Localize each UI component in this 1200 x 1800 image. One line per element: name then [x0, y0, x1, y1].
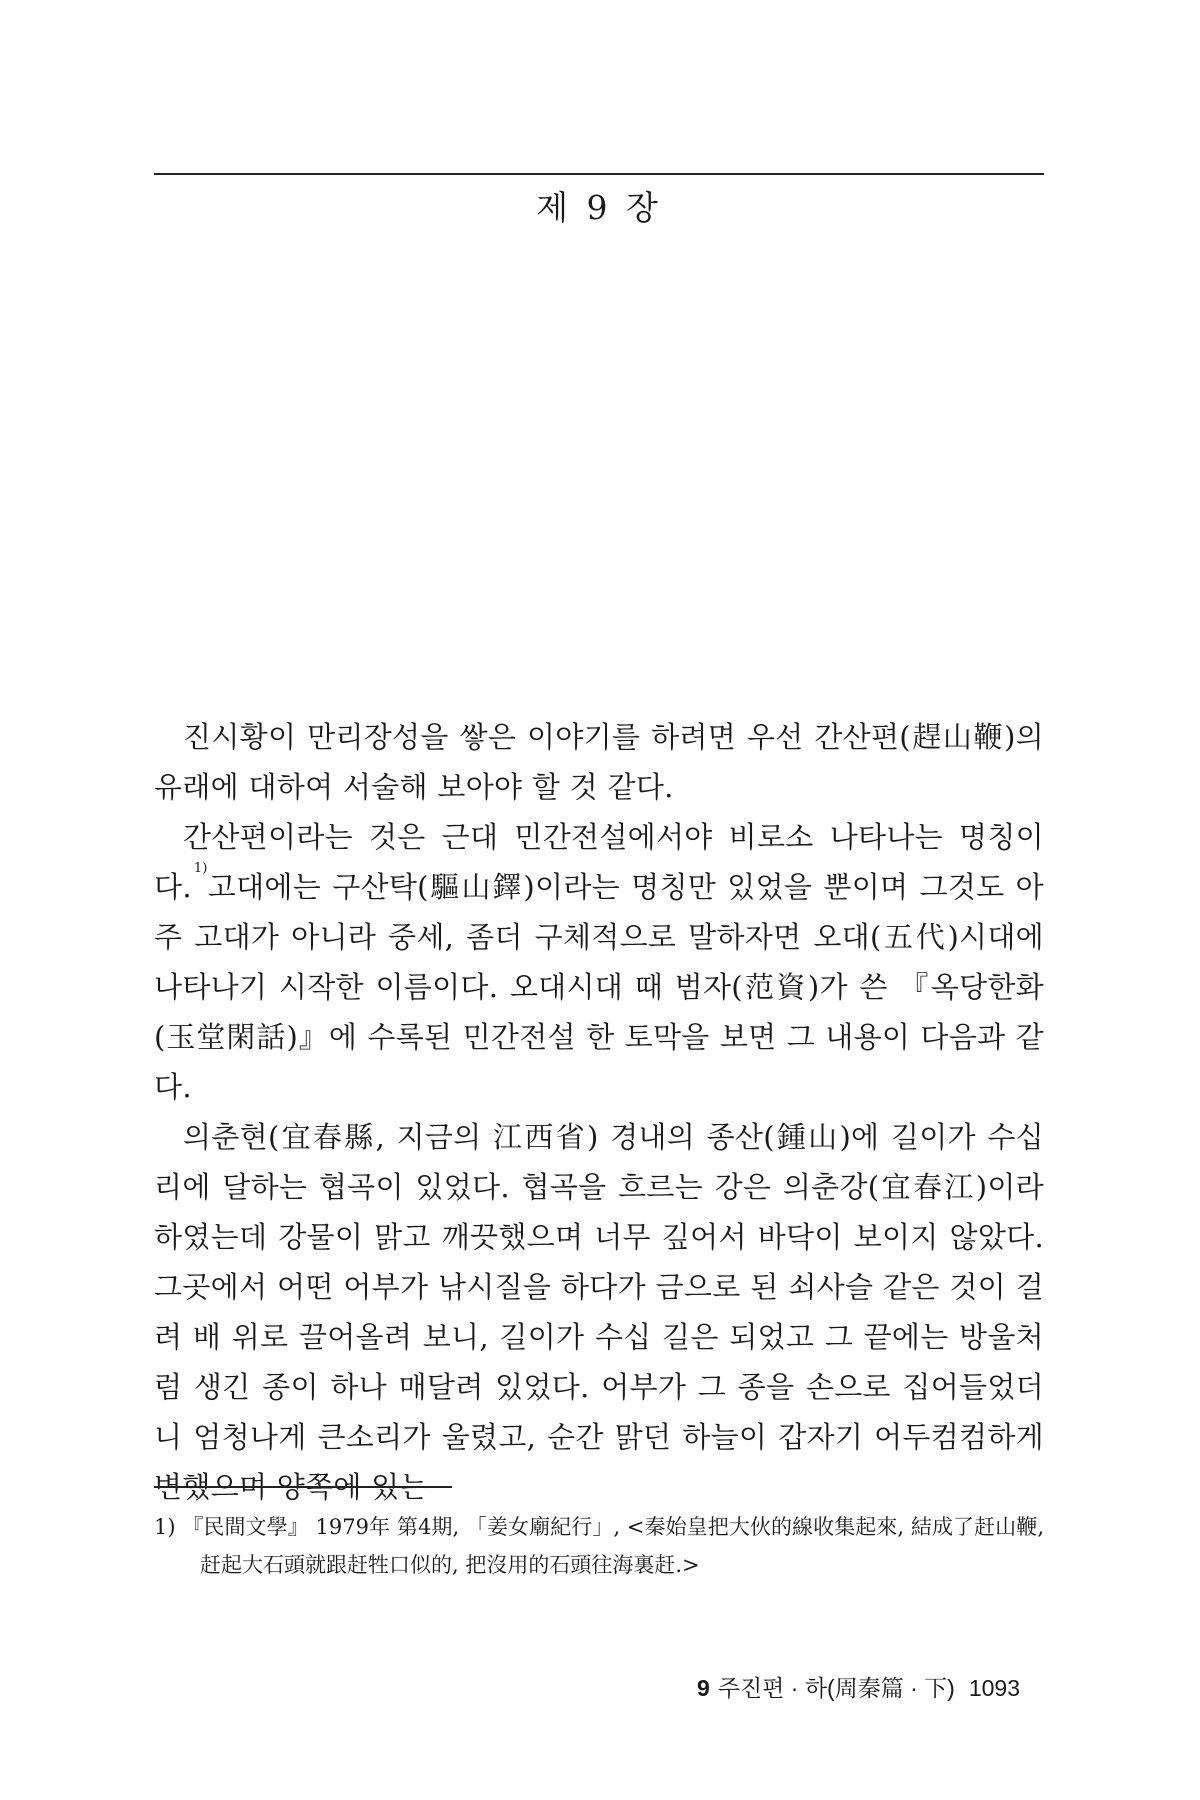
paragraph: 진시황이 만리장성을 쌓은 이야기를 하려면 우선 간산편(趕山鞭)의 유래에 대하여 서술해 보아야 할 것 같다.	[154, 720, 1044, 804]
footnote-reference[interactable]: 1)	[193, 861, 208, 876]
running-footer	[697, 1672, 1020, 1704]
footnote-text: 『民間文學』 1979年 第4期, 「姜女廟紀行」, <秦始皇把大伙的線收集起來, 結成了赶山鞭, 赶起大石頭就跟赶牲口似的, 把沒用的石頭往海裏赶.>	[182, 1515, 1044, 1577]
footnote-rule	[154, 1486, 452, 1488]
footer-chapter-number: 9	[696, 1675, 710, 1701]
chapter-heading: 제 9 장	[536, 188, 662, 227]
footnote-marker: 1)	[154, 1515, 176, 1539]
footer-chapter-title: 주진편 · 하(周秦篇 · 下)	[717, 1675, 955, 1701]
paragraph-continuation: 고대에는 구산탁(驅山鐸)이라는 명칭만 있었을 뿐이며 그것도 아주 고대가 아니라 중세, 좀더 구체적으로 말하자면 오대(五代)시대에 나타나기 시작한 이름이다. 오대시대 때 범자(范資)가 쓴 『옥당한화(玉堂閑話)』에 수록된 민간전설 한 토막을 보면 그 내용이 다음과 같다.	[154, 870, 1044, 1104]
footnote	[154, 1508, 1044, 1584]
paragraph-text: 간산편이라는 것은 근대 민간전설에서야 비로소 나타나는 명칭이다.	[154, 820, 1044, 904]
page-number: 1093	[968, 1675, 1020, 1701]
paragraph	[154, 812, 1044, 1112]
paragraph: 의춘현(宜春縣, 지금의 江西省) 경내의 종산(鍾山)에 길이가 수십 리에 달하는 협곡이 있었다. 협곡을 흐르는 강은 의춘강(宜春江)이라 하였는데 강물이 맑고 깨끗했으며 너무 깊어서 바닥이 보이지 않았다. 그곳에서 어떤 어부가 낚시질을 하다가 금으로 된 쇠사슬 같은 것이 걸려 배 위로 끌어올려 보니, 길이가 수십 길은 되었고 그 끝에는 방울처럼 생긴 종이 하나 매달려 있었다. 어부가 그 종을 손으로 집어들었더니 엄청나게 큰소리가 울렸고, 순간 맑던 하늘이 갑자기 어두컴컴하게 변했으며 양쪽에 있는	[154, 1120, 1044, 1504]
body-text	[154, 712, 1044, 1512]
header-rule	[154, 173, 1044, 175]
